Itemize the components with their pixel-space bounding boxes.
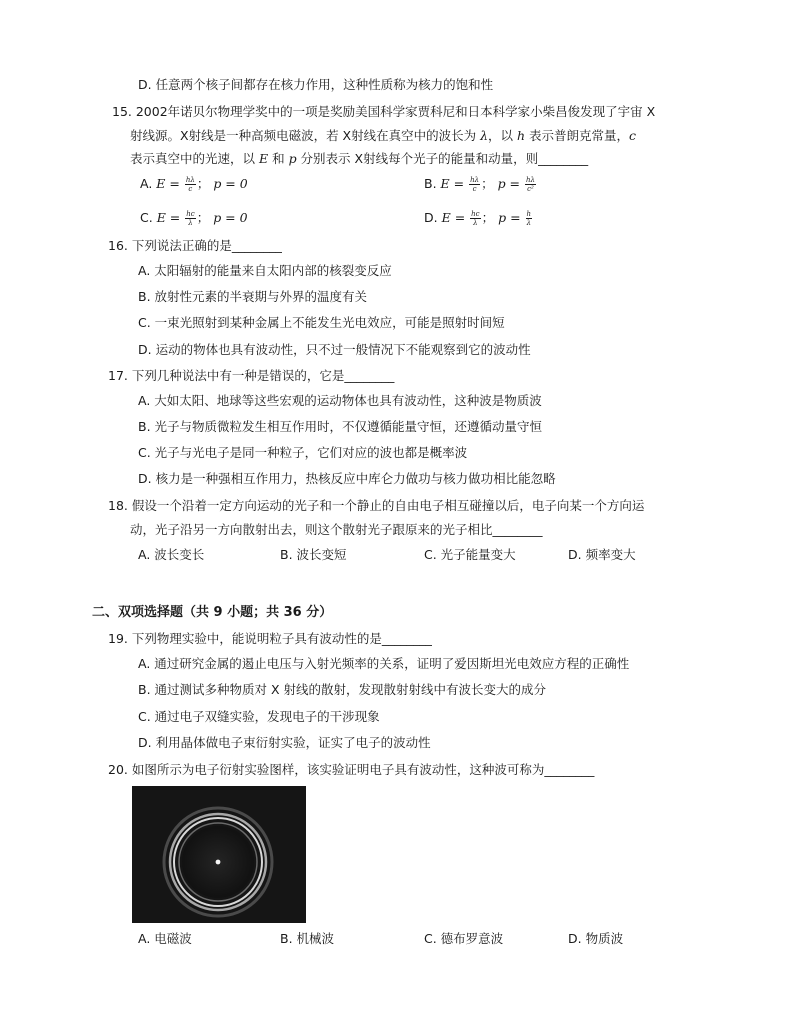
q15-c-fraction: $\frac{hc}{\lambda}$	[186, 210, 195, 227]
section-title: 二、双项选择题（共 9 小题；共 36 分）	[92, 605, 333, 620]
q19-option-a[interactable]: A. 通过研究金属的遏止电压与入射光频率的关系，证明了爱因斯坦光电效应方程的正确性	[138, 656, 630, 671]
q15-stem-line1: 15. 2002年诺贝尔物理学奖中的一项是奖励美国科学家贾科尼和日本科学家小柴昌俊发现了宇宙 X	[112, 104, 656, 119]
q18-option-c[interactable]: C. 光子能量变大	[424, 547, 516, 562]
q15-option-c[interactable]: C. E = $\frac{hc}{\lambda}$ ； p = 0	[140, 210, 248, 227]
q19-option-b[interactable]: B. 通过测试多种物质对 X 射线的散射，发现散射射线中有波长变大的成分	[138, 682, 547, 697]
electron-diffraction-image	[132, 786, 306, 923]
q15-b-fraction-e: $\frac{h\lambda}{c}$	[470, 176, 480, 193]
q19-option-d[interactable]: D. 利用晶体做电子束衍射实验，证实了电子的波动性	[138, 735, 431, 750]
q17-option-b[interactable]: B. 光子与物质微粒发生相互作用时，不仅遵循能量守恒，还遵循动量守恒	[138, 419, 543, 434]
q18-option-a[interactable]: A. 波长变长	[138, 547, 205, 562]
q15-option-b[interactable]: B. E = $\frac{h\lambda}{c}$ ； p = $\frac{h\lambda}{\text{c²}}$	[424, 176, 535, 193]
q19-stem: 19. 下列物理实验中，能说明粒子具有波动性的是________	[108, 631, 432, 646]
q17-stem: 17. 下列几种说法中有一种是错误的，它是________	[108, 368, 395, 383]
q20-option-a[interactable]: A. 电磁波	[138, 931, 192, 946]
q16-option-c[interactable]: C. 一束光照射到某种金属上不能发生光电效应，可能是照射时间短	[138, 315, 505, 330]
q20-option-d[interactable]: D. 物质波	[568, 931, 624, 946]
q15-option-a[interactable]: A. E = $\frac{h\lambda}{c}$ ； p = 0	[140, 176, 248, 193]
q18-stem-line1: 18. 假设一个沿着一定方向运动的光子和一个静止的自由电子相互碰撞以后，电子向某一个方向运	[108, 498, 645, 513]
q14-option-d: D. 任意两个核子间都存在核力作用，这种性质称为核力的饱和性	[138, 77, 494, 92]
q20-stem: 20. 如图所示为电子衍射实验图样，该实验证明电子具有波动性，这种波可称为________	[108, 762, 595, 777]
q17-option-a[interactable]: A. 大如太阳、地球等这些宏观的运动物体也具有波动性，这种波是物质波	[138, 393, 542, 408]
q15-stem-line2: 射线源。X射线是一种高频电磁波，若 X射线在真空中的波长为 λ，以 h 表示普朗克常量，c	[130, 128, 637, 143]
q15-b-fraction-p: $\frac{h\lambda}{\text{c²}}$	[526, 176, 535, 193]
q19-option-c[interactable]: C. 通过电子双缝实验，发现电子的干涉现象	[138, 709, 380, 724]
q18-stem-line2: 动，光子沿另一方向散射出去，则这个散射光子跟原来的光子相比________	[130, 522, 543, 537]
q15-a-fraction: $\frac{h\lambda}{c}$	[185, 176, 195, 193]
q15-d-fraction-e: $\frac{hc}{\lambda}$	[471, 210, 480, 227]
q16-option-d[interactable]: D. 运动的物体也具有波动性，只不过一般情况下不能观察到它的波动性	[138, 342, 531, 357]
q18-option-b[interactable]: B. 波长变短	[280, 547, 347, 562]
q16-option-b[interactable]: B. 放射性元素的半衰期与外界的温度有关	[138, 289, 368, 304]
q18-option-d[interactable]: D. 频率变大	[568, 547, 636, 562]
q16-stem: 16. 下列说法正确的是________	[108, 238, 282, 253]
q16-option-a[interactable]: A. 太阳辐射的能量来自太阳内部的核裂变反应	[138, 263, 392, 278]
q20-option-b[interactable]: B. 机械波	[280, 931, 335, 946]
q17-option-d[interactable]: D. 核力是一种强相互作用力，热核反应中库仑力做功与核力做功相比能忽略	[138, 471, 556, 486]
q15-option-d[interactable]: D. E = $\frac{hc}{\lambda}$ ； p = $\frac{h}{\lambda}$	[424, 210, 532, 227]
q17-option-c[interactable]: C. 光子与光电子是同一种粒子，它们对应的波也都是概率波	[138, 445, 468, 460]
diffraction-rings	[132, 786, 306, 923]
q20-option-c[interactable]: C. 德布罗意波	[424, 931, 504, 946]
q15-d-fraction-p: $\frac{h}{\lambda}$	[526, 210, 532, 227]
q15-stem-line3: 表示真空中的光速，以 E 和 p 分别表示 X射线每个光子的能量和动量，则________	[130, 151, 589, 166]
